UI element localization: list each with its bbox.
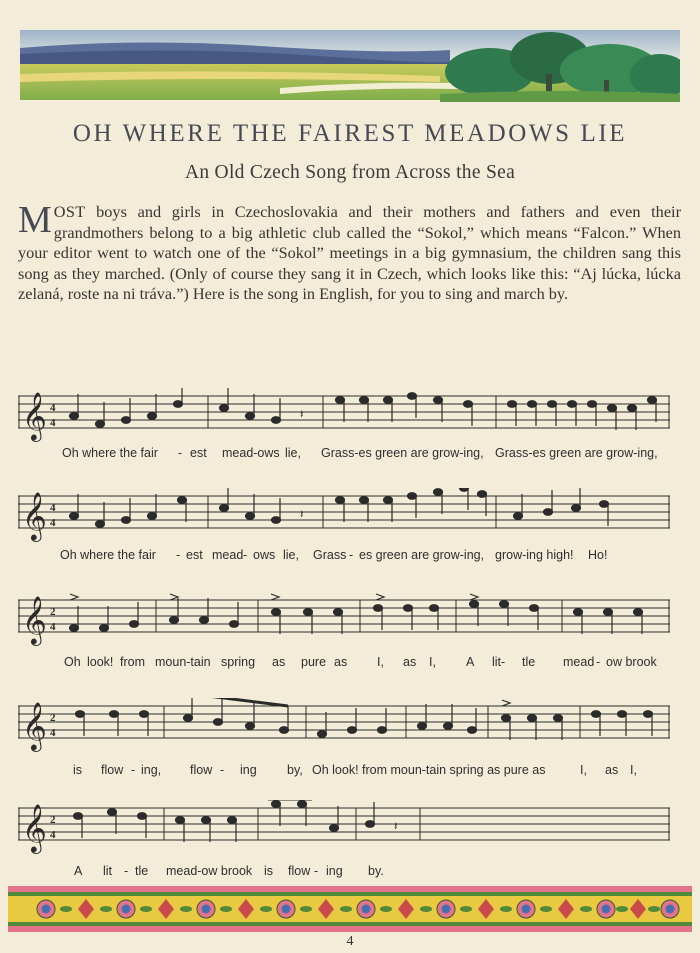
lyric: is: [264, 864, 274, 878]
lyric: spring: [221, 655, 256, 669]
svg-text:2: 2: [50, 606, 56, 618]
lyric: I,: [429, 655, 436, 669]
treble-clef-icon: 𝄞: [22, 701, 47, 750]
lyrics-line-4: [0, 763, 700, 783]
rest-icon: 𝄽: [300, 507, 304, 521]
lyric: Oh look! from moun-tain spring as pure as: [312, 763, 546, 777]
lyric: ow brook: [606, 655, 657, 669]
lyric: as: [403, 655, 417, 669]
lyrics-line-2: [0, 548, 700, 568]
lyric: -: [220, 763, 225, 777]
lyric: -: [124, 864, 129, 878]
music-staff-5: [18, 800, 670, 864]
lyric: lit-: [492, 655, 506, 669]
lyric: ing,: [141, 763, 162, 777]
lyric: is: [73, 763, 83, 777]
lyric: pure: [301, 655, 327, 669]
lyric: -: [314, 864, 319, 878]
lyric: -: [349, 548, 354, 562]
lyric: I,: [580, 763, 587, 777]
music-staff-3: [18, 592, 670, 656]
treble-clef-icon: 𝄞: [22, 595, 47, 644]
intro-first-word: OST: [53, 202, 86, 221]
intro-paragraph: [18, 199, 681, 305]
song-subtitle: An Old Czech Song from Across the Sea: [184, 162, 516, 183]
svg-text:2: 2: [50, 712, 56, 724]
intro-text: boys and girls in Czechoslovakia and their mothers and fathers and even their grandmothers belong to a big athletic club called the “Sokol,” which means “Falcon.” When your editor went to watch one of the “Sokol” meetings in a big gymnasium, the children sang this song as they marched. (Only of course they sang it in Czech, which looks like this: “Aj lúcka, lúcka zelaná, roste na ni tráva.”) Here is the song in English, for you to sing and march by.: [18, 202, 681, 304]
lyric: mead: [563, 655, 595, 669]
lyrics-line-5: [0, 864, 700, 884]
svg-text:4: 4: [50, 502, 56, 514]
lyric: Oh where the fair: [60, 548, 156, 562]
lyric: flow: [288, 864, 311, 878]
treble-clef-icon: 𝄞: [22, 803, 47, 852]
lyric: Oh: [64, 655, 81, 669]
landscape-banner: [20, 24, 680, 102]
svg-text:4: 4: [50, 417, 56, 429]
lyric: ing: [326, 864, 343, 878]
lyric: Grass-es green are grow-ing,: [321, 446, 484, 460]
svg-text:4: 4: [50, 829, 56, 841]
lyric: es green are grow-ing,: [359, 548, 485, 562]
lyric: Oh where the fair: [62, 446, 158, 460]
lyric: -: [131, 763, 136, 777]
lyric: as: [272, 655, 286, 669]
svg-text:4: 4: [50, 517, 56, 529]
lyric: Grass: [313, 548, 347, 562]
lyric: by,: [287, 763, 303, 777]
lyric: I,: [377, 655, 384, 669]
folk-ornament-border: [8, 886, 692, 932]
lyric: mead-ows: [222, 446, 280, 460]
lyric: lie,: [285, 446, 301, 460]
lyric: -: [178, 446, 183, 460]
lyric: ing: [240, 763, 257, 777]
lyric: mead: [212, 548, 244, 562]
lyric: A: [466, 655, 475, 669]
lyric: mead-ow brook: [166, 864, 253, 878]
lyric: est: [190, 446, 207, 460]
svg-text:4: 4: [50, 727, 56, 739]
lyric: lit: [103, 864, 113, 878]
lyric: tle: [135, 864, 149, 878]
song-title: OH WHERE THE FAIREST MEADOWS LIE: [72, 120, 628, 147]
lyric: -: [596, 655, 601, 669]
lyric: as: [605, 763, 619, 777]
lyric: flow: [190, 763, 213, 777]
lyric: tle: [522, 655, 536, 669]
lyric: Grass-es green are grow-ing,: [495, 446, 658, 460]
treble-clef-icon: 𝄞: [22, 391, 47, 440]
lyric: ows: [253, 548, 276, 562]
music-staff-4: [18, 698, 670, 762]
page-number: 4: [346, 934, 354, 949]
lyric: flow: [101, 763, 124, 777]
svg-text:4: 4: [50, 402, 56, 414]
lyrics-line-3: [0, 655, 700, 675]
lyric: as: [334, 655, 348, 669]
lyric: est: [186, 548, 203, 562]
lyric: grow-ing high!: [495, 548, 574, 562]
svg-text:4: 4: [50, 621, 56, 633]
lyric: by.: [368, 864, 384, 878]
drop-cap: M: [18, 199, 52, 241]
lyric: lie,: [283, 548, 299, 562]
music-staff-1: [18, 388, 670, 452]
treble-clef-icon: 𝄞: [22, 491, 47, 540]
music-staff-2: [18, 488, 670, 552]
lyric: A: [74, 864, 83, 878]
lyric: moun-tain: [155, 655, 211, 669]
lyric: look!: [87, 655, 114, 669]
lyric: Ho!: [588, 548, 608, 562]
lyric: -: [176, 548, 181, 562]
rest-icon: 𝄽: [300, 407, 304, 421]
lyric: -: [243, 548, 248, 562]
lyrics-line-1: [0, 446, 700, 466]
svg-text:2: 2: [50, 814, 56, 826]
lyric: I,: [630, 763, 637, 777]
rest-icon: 𝄽: [394, 819, 398, 833]
lyric: from: [120, 655, 145, 669]
